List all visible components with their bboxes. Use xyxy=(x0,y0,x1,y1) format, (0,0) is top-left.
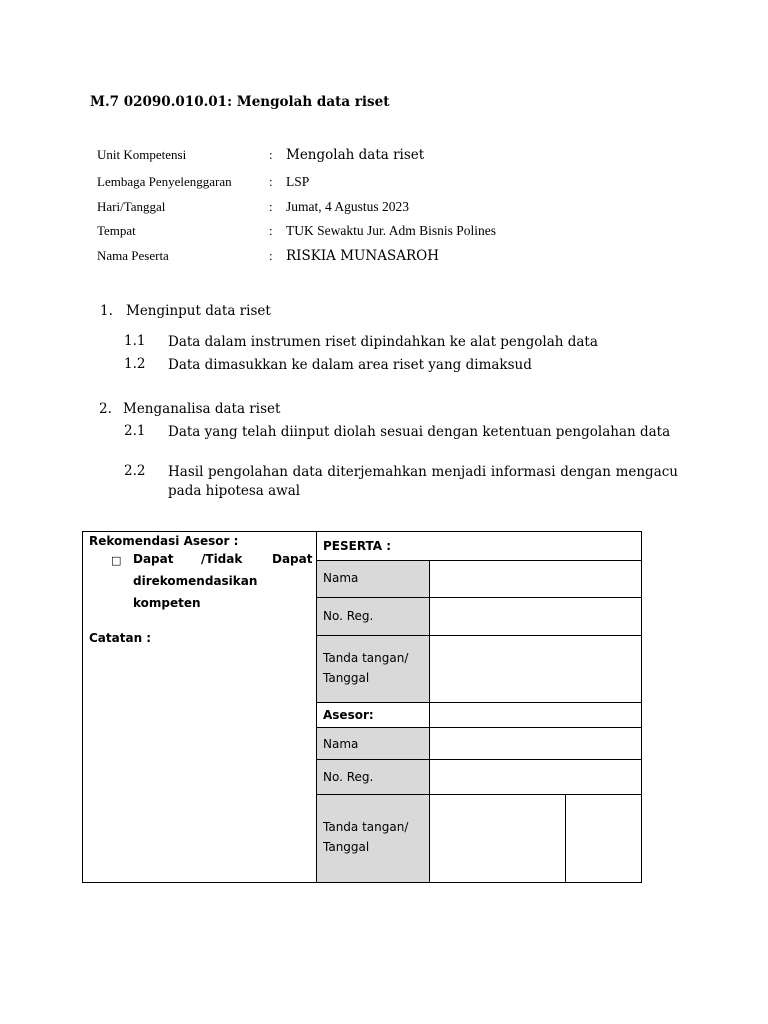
signature-label-line-2: Tanggal xyxy=(323,671,370,685)
section-title: Menganalisa data riset xyxy=(123,401,281,417)
sub-item-number: 1.1 xyxy=(124,333,146,349)
info-row-peserta xyxy=(97,248,657,268)
peserta-nama-label-cell xyxy=(317,561,430,597)
recommendation-word: Dapat xyxy=(272,552,313,566)
sub-item-text: Data dalam instrumen riset dipindahkan ke alat pengolah data xyxy=(168,334,598,350)
info-value: TUK Sewaktu Jur. Adm Bisnis Polines xyxy=(286,223,497,238)
signature-label-line-1: Tanda tangan/ xyxy=(323,651,409,665)
asesor-header-row xyxy=(317,703,641,728)
info-colon: : xyxy=(269,174,273,189)
section-number: 1. xyxy=(100,303,113,319)
signature-label-line-1: Tanda tangan/ xyxy=(323,820,409,834)
nama-label: Nama xyxy=(323,737,359,751)
recommendation-line-2: direkomendasikan xyxy=(133,574,258,588)
sub-item-text: Data yang telah diinput diolah sesuai dengan ketentuan pengolahan data xyxy=(168,424,671,440)
nama-label: Nama xyxy=(323,571,359,585)
sub-item-text: Data dimasukkan ke dalam area riset yang dimaksud xyxy=(168,357,532,373)
info-value: LSP xyxy=(286,174,310,189)
info-colon: : xyxy=(269,248,273,263)
peserta-signature-row xyxy=(317,636,641,703)
recommendation-line-3: kompeten xyxy=(133,596,201,610)
info-colon: : xyxy=(269,147,273,162)
asesor-nama-label-cell xyxy=(317,728,430,759)
peserta-header-row xyxy=(317,532,641,561)
recommendation-cell xyxy=(83,532,317,882)
peserta-nama-row xyxy=(317,561,641,598)
info-value: Mengolah data riset xyxy=(286,147,425,163)
info-row-unit xyxy=(97,147,657,167)
peserta-noreg-label-cell xyxy=(317,598,430,635)
info-label: Nama Peserta xyxy=(97,248,169,263)
signature-grid xyxy=(317,532,641,882)
asesor-signature-divider xyxy=(565,795,566,882)
info-label: Tempat xyxy=(97,223,136,238)
peserta-noreg-row xyxy=(317,598,641,636)
asesor-signature-label-cell xyxy=(317,795,430,882)
sub-item-text: Hasil pengolahan data diterjemahkan menjadi informasi dengan mengacu pada hipotesa awal xyxy=(168,464,678,499)
recommendation-title: Rekomendasi Asesor : xyxy=(89,534,239,548)
section-number: 2. xyxy=(99,401,112,417)
asesor-header-divider xyxy=(429,703,430,727)
noreg-label: No. Reg. xyxy=(323,609,374,623)
info-row-hari xyxy=(97,199,657,219)
info-colon: : xyxy=(269,223,273,238)
signature-label-line-2: Tanggal xyxy=(323,840,370,854)
sub-item-number: 1.2 xyxy=(124,356,146,372)
sub-item-number: 2.2 xyxy=(124,463,146,479)
asesor-noreg-row xyxy=(317,760,641,795)
info-value: Jumat, 4 Agustus 2023 xyxy=(286,199,410,214)
section-title: Menginput data riset xyxy=(126,303,271,319)
recommendation-word: /Tidak xyxy=(201,552,243,566)
sub-item-number: 2.1 xyxy=(124,423,146,439)
asesor-header: Asesor: xyxy=(323,708,374,722)
recommendation-word: Dapat xyxy=(133,552,174,566)
info-label: Lembaga Penyelenggaran xyxy=(97,174,232,189)
info-value: RISKIA MUNASAROH xyxy=(286,248,439,264)
assessment-form-table xyxy=(82,531,642,883)
checkbox-icon[interactable]: □ xyxy=(111,554,122,567)
noreg-label: No. Reg. xyxy=(323,770,374,784)
asesor-signature-row xyxy=(317,795,641,882)
document-title: M.7 02090.010.01: Mengolah data riset xyxy=(90,94,390,110)
peserta-signature-label-cell xyxy=(317,636,430,702)
info-row-tempat xyxy=(97,223,657,243)
info-label: Hari/Tanggal xyxy=(97,199,166,214)
info-colon: : xyxy=(269,199,273,214)
peserta-header: PESERTA : xyxy=(323,539,392,553)
asesor-noreg-label-cell xyxy=(317,760,430,794)
info-label: Unit Kompetensi xyxy=(97,147,187,162)
info-row-lembaga xyxy=(97,174,657,194)
notes-label: Catatan : xyxy=(89,631,152,645)
asesor-nama-row xyxy=(317,728,641,760)
